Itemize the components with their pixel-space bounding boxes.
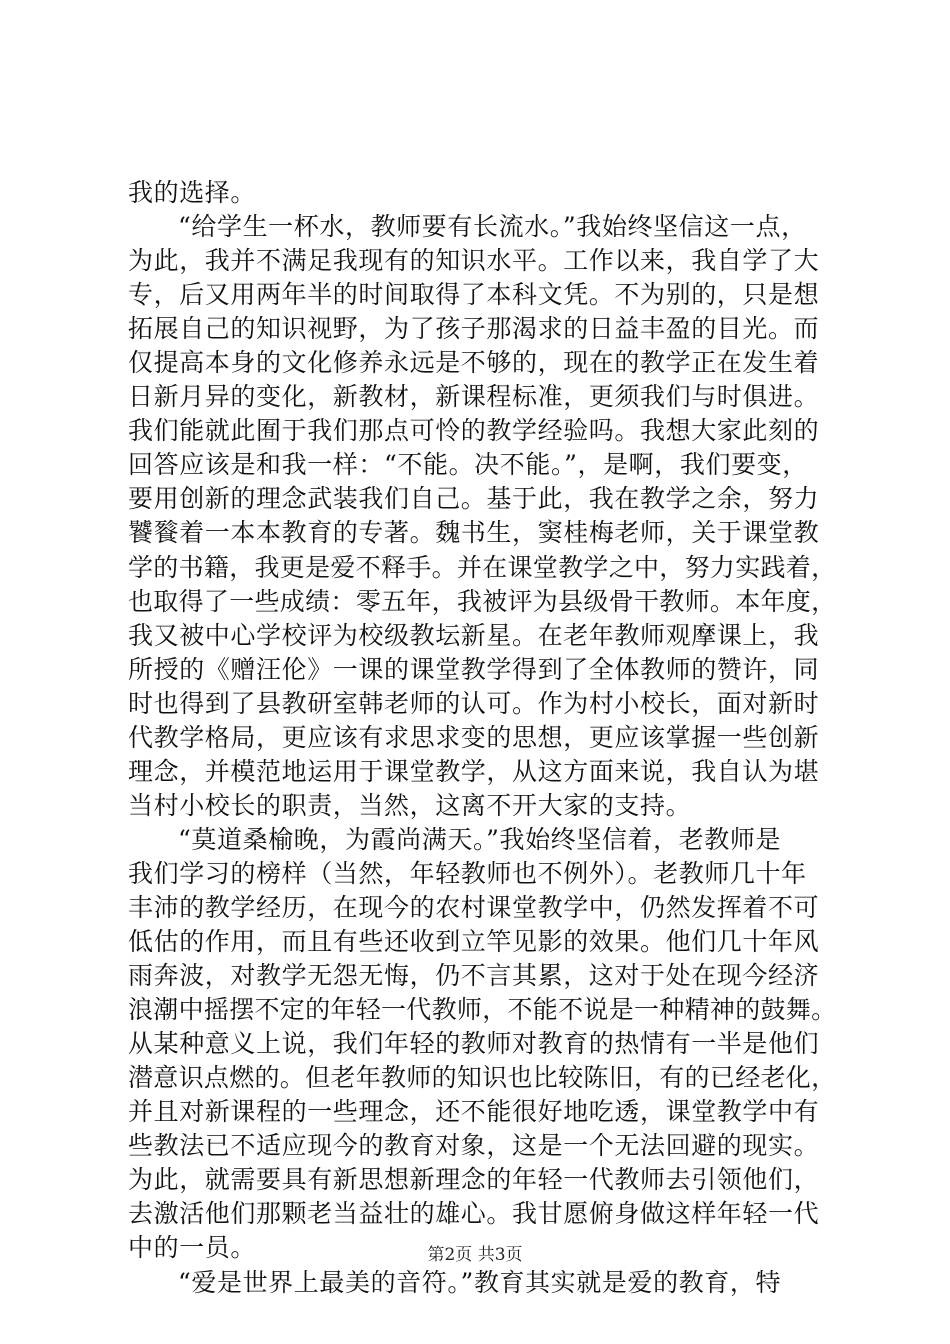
text-line: 回答应该是和我一样：“不能。决不能。”，是啊，我们要变，	[128, 450, 808, 480]
text-line: 要用创新的理念武装我们自己。基于此，我在教学之余，努力	[128, 484, 820, 514]
text-line: 我们能就此囿于我们那点可怜的教学经验吗。我想大家此刻的	[128, 416, 820, 446]
text-line: 雨奔波，对教学无怨无悔，仍不言其累，这对于处在现今经济	[128, 961, 820, 991]
text-line: “给学生一杯水，教师要有长流水。”我始终坚信这一点，	[178, 212, 807, 242]
text-line: 代教学格局，更应该有求思求变的思想，更应该掌握一些创新	[128, 722, 820, 752]
text-line: 为此，就需要具有新思想新理念的年轻一代教师去引领他们，	[128, 1165, 820, 1195]
text-line: 并且对新课程的一些理念，还不能很好地吃透，课堂教学中有	[128, 1097, 820, 1127]
body-text	[128, 176, 838, 1300]
text-line: 潜意识点燃的。但老年教师的知识也比较陈旧，有的已经老化，	[128, 1063, 837, 1093]
text-line: 些教法已不适应现今的教育对象，这是一个无法回避的现实。	[128, 1131, 820, 1161]
page-footer: 第2页 共3页	[427, 1245, 523, 1265]
text-line: 我们学习的榜样（当然，年轻教师也不例外）。老教师几十年	[128, 858, 807, 888]
text-line: 从某种意义上说，我们年轻的教师对教育的热情有一半是他们	[128, 1029, 820, 1059]
text-line: 我的选择。	[128, 178, 257, 207]
text-line: “爱是世界上最美的音符。”教育其实就是爱的教育，特	[178, 1267, 782, 1297]
text-line: 我又被中心学校评为校级教坛新星。在老年教师观摩课上，我	[128, 620, 820, 650]
text-line: 专，后又用两年半的时间取得了本科文凭。不为别的，只是想	[128, 280, 820, 310]
text-line: 中的一员。	[128, 1233, 257, 1263]
text-line: 低估的作用，而且有些还收到立竿见影的效果。他们几十年风	[128, 927, 820, 957]
text-line: 浪潮中摇摆不定的年轻一代教师，不能不说是一种精神的鼓舞。	[128, 995, 837, 1025]
text-line: 仅提高本身的文化修养永远是不够的，现在的教学正在发生着	[128, 348, 820, 378]
text-line: 当村小校长的职责，当然，这离不开大家的支持。	[128, 790, 692, 820]
text-line: 学的书籍，我更是爱不释手。并在课堂教学之中，努力实践着，	[128, 552, 837, 582]
text-line: 时也得到了县教研室韩老师的认可。作为村小校长，面对新时	[128, 688, 820, 718]
text-line: “莫道桑榆晚，为霞尚满天。”我始终坚信着，老教师是	[178, 824, 782, 854]
text-line: 去激活他们那颗老当益壮的雄心。我甘愿俯身做这样年轻一代	[128, 1199, 820, 1229]
text-line: 理念，并模范地运用于课堂教学，从这方面来说，我自认为堪	[128, 756, 820, 786]
text-line: 拓展自己的知识视野，为了孩子那渴求的日益丰盈的目光。而	[128, 314, 820, 344]
text-line: 也取得了一些成绩：零五年，我被评为县级骨干教师。本年度，	[128, 586, 837, 616]
text-line: 丰沛的教学经历，在现今的农村课堂教学中，仍然发挥着不可	[128, 892, 820, 922]
text-line: 所授的《赠汪伦》一课的课堂教学得到了全体教师的赞许，同	[128, 654, 820, 684]
text-line: 日新月异的变化，新教材，新课程标准，更须我们与时俱进。	[128, 382, 820, 412]
text-line: 为此，我并不满足我现有的知识水平。工作以来，我自学了大	[128, 246, 820, 276]
text-line: 饕餮着一本本教育的专著。魏书生，窦桂梅老师，关于课堂教	[128, 518, 820, 548]
